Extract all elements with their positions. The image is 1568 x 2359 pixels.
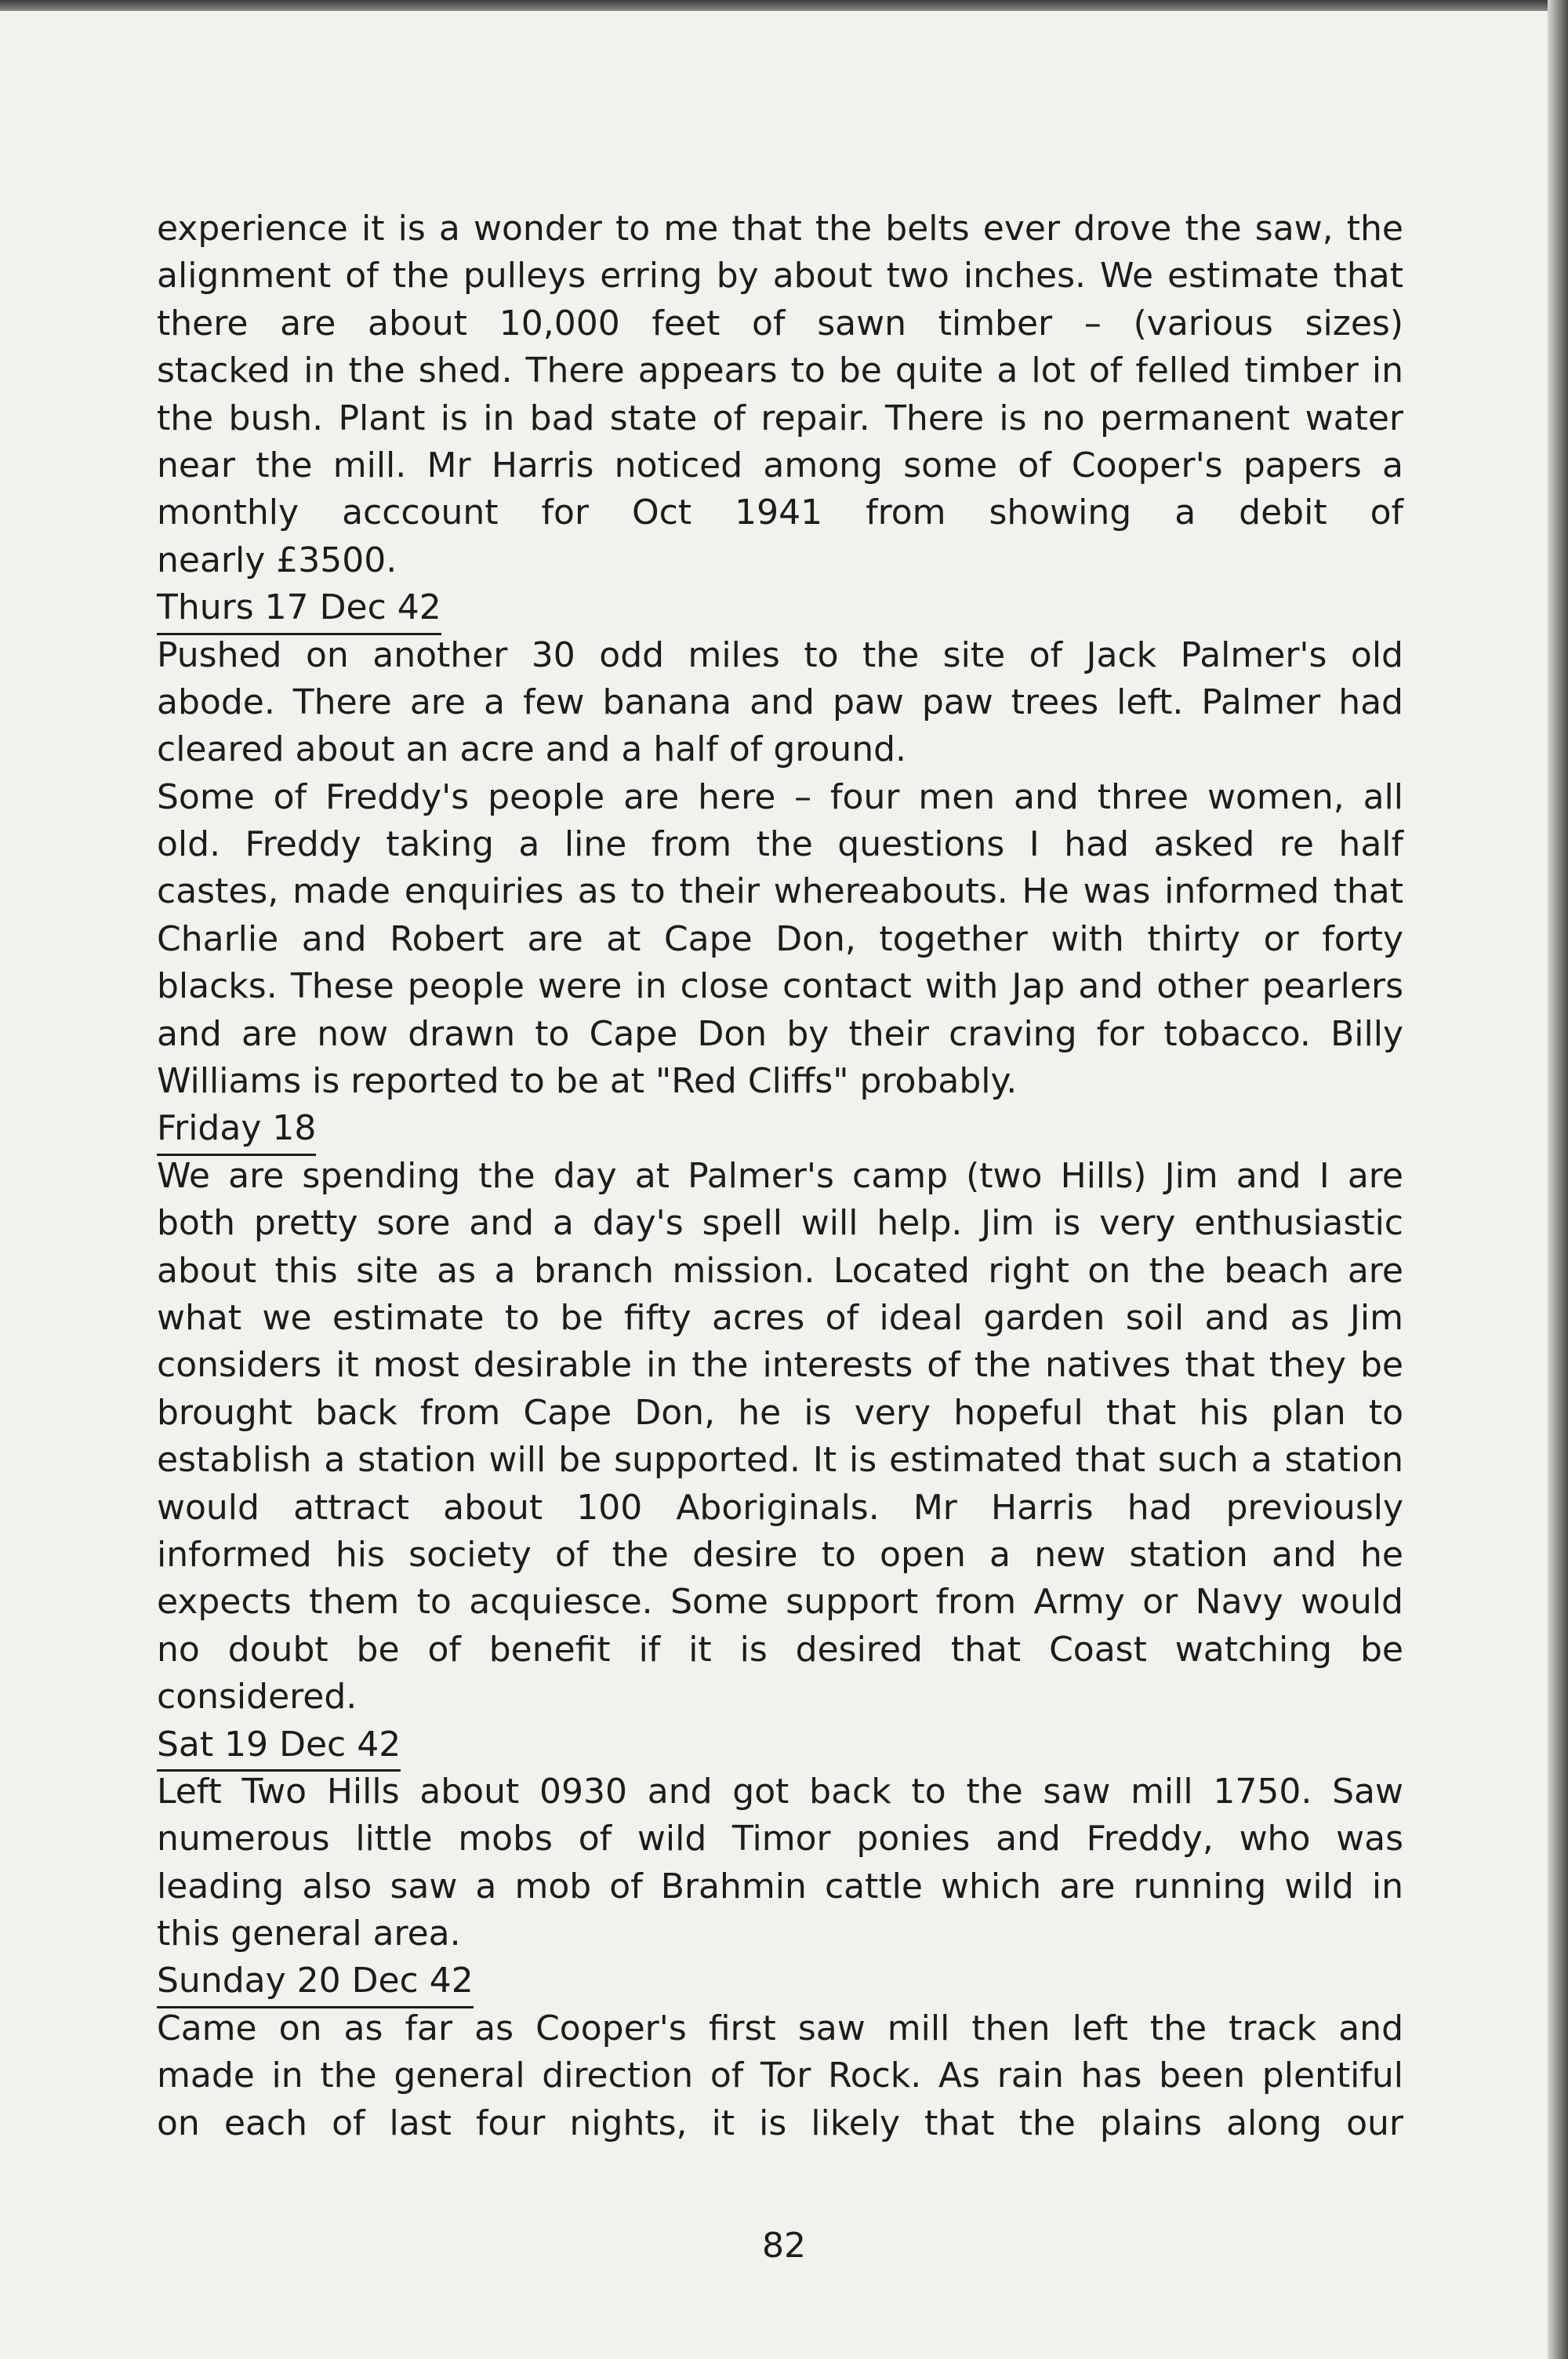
diary-page-text <box>157 205 1403 2147</box>
text-line: experience it is a wonder to me that the belts ever drove the saw, the <box>157 209 1403 249</box>
text-line: monthly acccount for Oct 1941 from showing a debit of <box>157 493 1403 533</box>
entry-date-heading-text: Friday 18 <box>157 1108 316 1155</box>
text-line: establish a station will be supported. It is estimated that such a station <box>157 1440 1403 1481</box>
text-line: old. Freddy taking a line from the questions I had asked re half <box>157 824 1403 865</box>
page-number: 82 <box>762 2226 806 2266</box>
text-line: castes, made enquiries as to their whereabouts. He was informed that <box>157 871 1403 912</box>
text-line: Left Two Hills about 0930 and got back to the saw mill 1750. Saw <box>157 1771 1403 1812</box>
text-line: there are about 10,000 feet of sawn timber – (various sizes) <box>157 303 1403 343</box>
text-line: both pretty sore and a day's spell will help. Jim is very enthusiastic <box>157 1203 1403 1244</box>
text-line: Came on as far as Cooper's first saw mill then left the track and <box>157 2008 1403 2048</box>
text-line: blacks. These people were in close contact with Jap and other pearlers <box>157 966 1403 1007</box>
text-line: on each of last four nights, it is likely that the plains along our <box>157 2103 1403 2143</box>
text-line: cleared about an acre and a half of ground. <box>157 729 906 770</box>
text-line: Some of Freddy's people are here – four men and three women, all <box>157 776 1403 817</box>
text-line: nearly £3500. <box>157 540 397 580</box>
entry-date-heading <box>157 1105 1403 1152</box>
text-line: Pushed on another 30 odd miles to the site of Jack Palmer's old <box>157 634 1403 675</box>
entry-date-heading <box>157 1721 1403 1768</box>
scan-right-edge <box>1548 0 1568 2359</box>
text-line: would attract about 100 Aboriginals. Mr Harris had previously <box>157 1487 1403 1528</box>
entry-date-heading-text: Thurs 17 Dec 42 <box>157 587 441 634</box>
text-line: leading also saw a mob of Brahmin cattle which are running wild in <box>157 1866 1403 1906</box>
text-line: We are spending the day at Palmer's camp (two Hills) Jim and I are <box>157 1155 1403 1196</box>
text-line: brought back from Cape Don, he is very hopeful that his plan to <box>157 1392 1403 1433</box>
text-line: considered. <box>157 1677 358 1717</box>
text-line: no doubt be of benefit if it is desired that Coast watching be <box>157 1629 1403 1670</box>
text-line: informed his society of the desire to open a new station and he <box>157 1534 1403 1575</box>
text-line: Charlie and Robert are at Cape Don, together with thirty or forty <box>157 918 1403 959</box>
text-line: abode. There are a few banana and paw paw trees left. Palmer had <box>157 682 1403 722</box>
text-line: stacked in the shed. There appears to be quite a lot of felled timber in <box>157 351 1403 391</box>
text-line: what we estimate to be fifty acres of ideal garden soil and as Jim <box>157 1297 1403 1338</box>
scan-top-edge <box>0 0 1568 11</box>
entry-date-heading-text: Sat 19 Dec 42 <box>157 1725 401 1772</box>
entry-date-heading-text: Sunday 20 Dec 42 <box>157 1961 474 2008</box>
entry-date-heading <box>157 584 1403 631</box>
text-line: and are now drawn to Cape Don by their craving for tobacco. Billy <box>157 1013 1403 1054</box>
entry-date-heading <box>157 1957 1403 2005</box>
text-line: this general area. <box>157 1914 461 1954</box>
text-line: numerous little mobs of wild Timor ponies and Freddy, who was <box>157 1819 1403 1859</box>
text-line: considers it most desirable in the interests of the natives that they be <box>157 1345 1403 1386</box>
text-line: near the mill. Mr Harris noticed among some of Cooper's papers a <box>157 445 1403 485</box>
text-line: alignment of the pulleys erring by about two inches. We estimate that <box>157 256 1403 296</box>
text-line: the bush. Plant is in bad state of repair. There is no permanent water <box>157 398 1403 438</box>
text-line: expects them to acquiesce. Some support from Army or Navy would <box>157 1582 1403 1623</box>
text-line: made in the general direction of Tor Rock. As rain has been plentiful <box>157 2055 1403 2096</box>
text-line: Williams is reported to be at "Red Cliffs" probably. <box>157 1061 1018 1102</box>
text-line: about this site as a branch mission. Located right on the beach are <box>157 1250 1403 1291</box>
